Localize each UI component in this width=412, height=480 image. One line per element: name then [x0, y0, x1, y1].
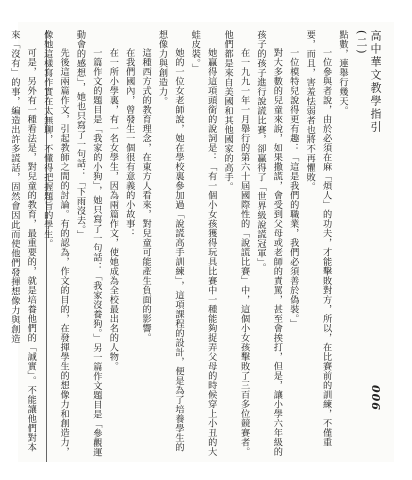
article-body	[8, 30, 350, 460]
paragraph: 對大多數的兒童來說，如果撒謊，會受到父母或老師的責罵，甚至會挨打，但是，讓小學六年級的孩子的孩子進行說謊比賽，卻贏得了「世界級說謊冠軍」。	[254, 30, 283, 457]
paragraph: 可是，另外有一種看法是，對兒童的教育，最重要的，就是培養他們的「誠實」。不能讓他們對本來「沒有」的事，編造出許多謊話，固然會因此而使他們發揮想像力與創造	[8, 30, 37, 453]
paragraph: 點數，連舉行幾天。	[337, 30, 348, 116]
page-number: 006	[369, 385, 382, 411]
paragraph: 這種西方式的教育理念，在東方人看來，對兒童可能產生負面的影響。	[140, 48, 152, 343]
paragraph: 一位模特兒說得更有趣：「這是我們的職業，我們必須善於偽裝。」	[287, 48, 299, 329]
paragraph: 她的一位女老師說，她在學校裏參加過「說謊高手訓練」，這項課程的設計，便是為了培養學生的想像力與創造力。	[156, 30, 184, 453]
paragraph: 一位參與者說，由於必須在麻「煩人」的功夫，才能擊敗對方，所以，在比賽前的訓練，不僅重要，而且，害羞怯弱者也將不再懼敗。	[304, 30, 332, 448]
paragraph: 一篇作文的題目是「我家的小狗」，她只寫了一句話：「我家沒養狗。」另一篇作文題目是「參觀運動會的感想」，她也只寫了一句話：「下雨沒去。」	[74, 30, 102, 458]
paragraph: 在一所小學裏，有一名女學生，因為兩篇作文，使她成為全校最出名的人物。	[107, 48, 119, 372]
paragraph: 在我們國內，曾發生一個很有意義的小故事：	[123, 48, 135, 239]
paragraph: 在一九九一年一月舉行的第六十屆國際性的「說謊比賽」中，這個小女孩擊敗了三百多位競賽者。他們都是來自美國和其他國家的高手。	[222, 30, 250, 457]
running-header: 高中華文教學指引(二)	[355, 30, 382, 134]
paragraph: 先後這兩篇作文，引起教師之間的討論。有的認為，作文的目的，在發揮學生的想像力和創造力，像她這樣寫作實在太無聊，不懂得把握題旨的學生。	[41, 30, 70, 457]
paragraph: 她贏得這項頭銜的說詞是：「有一個小女孩獲得玩具比賽中一種能夠捉弄父母的時候穿上小丑的大蛙皮裝。」	[189, 30, 217, 457]
